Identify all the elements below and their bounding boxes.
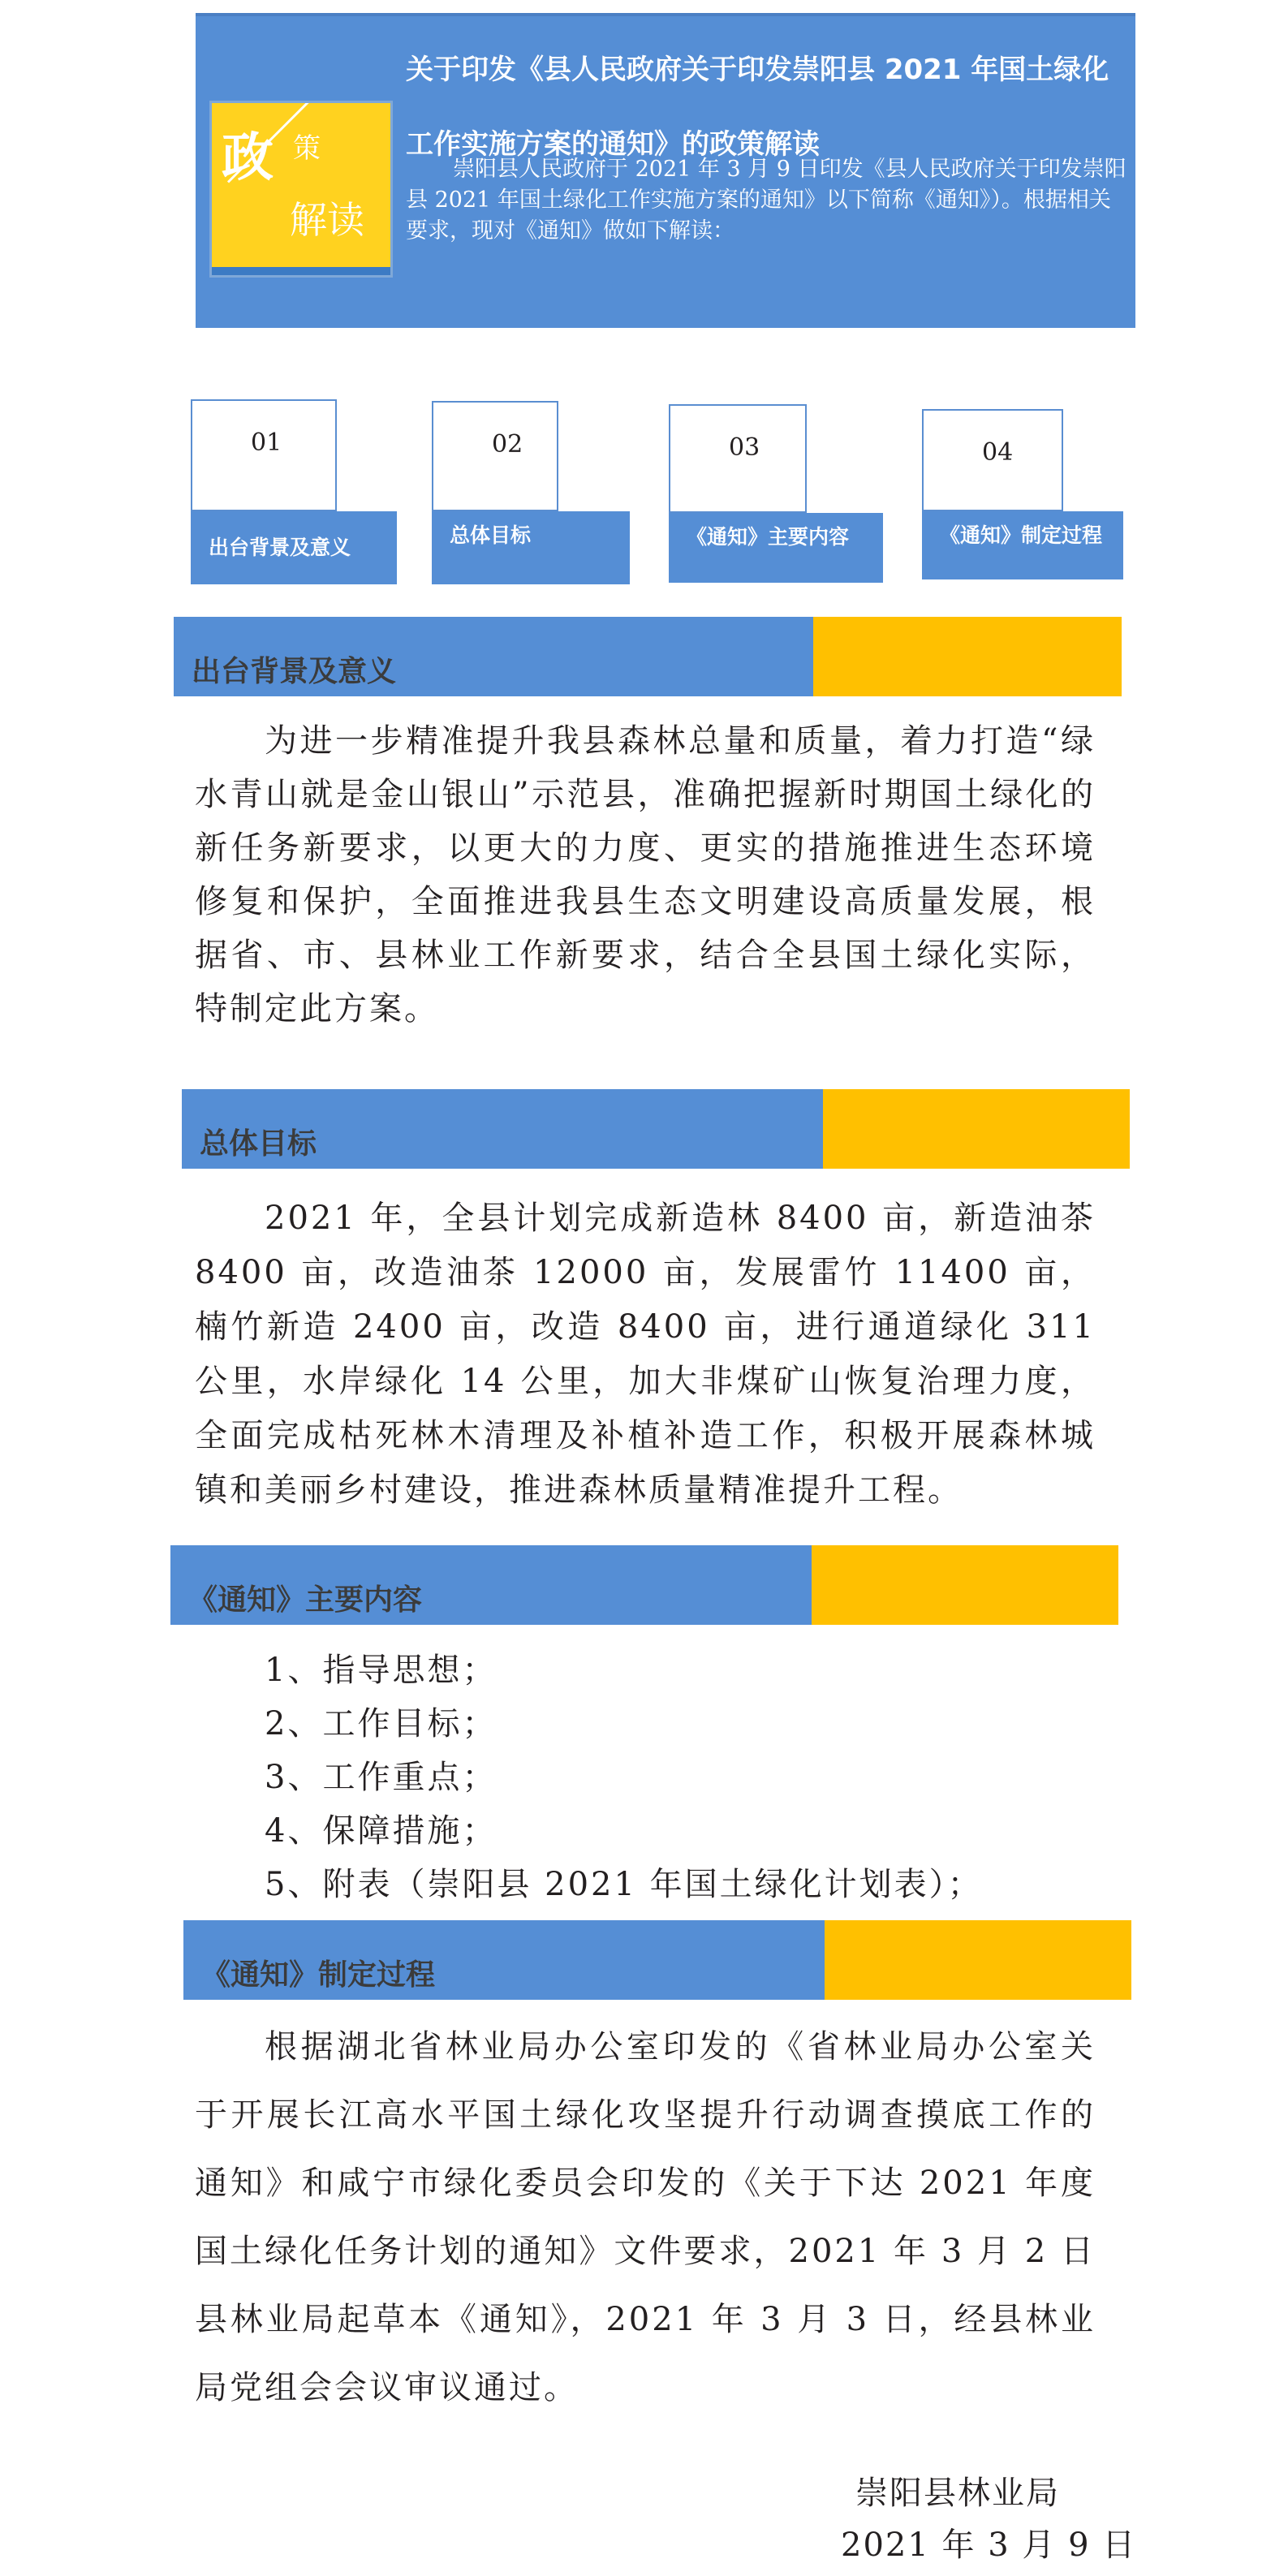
section-background-text: 为进一步精准提升我县森林总量和质量，着力打造“绿水青山就是金山银山”示范县，准确把握新时期国土绿化的新任务新要求，以更大的力度、更实的措施推进生态环境修复和保护，全面推进我县生态文明建设高质量发展，根据省、市、县林业工作新要求，结合全县国土绿化实际，特制定此方案。	[195, 722, 1096, 1027]
section-title-background: 出台背景及意义	[192, 655, 397, 688]
list-item: 2、工作目标；	[265, 1705, 498, 1742]
logo-char-small: 策	[293, 132, 321, 165]
section-header-gold	[813, 617, 1122, 696]
section-header-background	[174, 617, 1122, 696]
nav-number-box-3[interactable]	[669, 404, 807, 513]
nav-item-process[interactable]: 《通知》制定过程	[922, 511, 1123, 579]
section-header-gold	[823, 1089, 1130, 1169]
section-header-main-content	[170, 1545, 1118, 1625]
list-item: 3、工作重点；	[265, 1759, 498, 1796]
section-title-main-content: 《通知》主要内容	[188, 1583, 423, 1617]
signature-org: 崇阳县林业局	[855, 2475, 1060, 2512]
nav-number-box-2[interactable]	[432, 401, 558, 511]
section-goals-text: 2021 年，全县计划完成新造林 8400 亩，新造油茶 8400 亩，改造油茶 12000 亩，发展雷竹 11400 亩，楠竹新造 2400 亩，改造 8400 亩，进行通道绿化 311 公里，水岸绿化 14 公里，加大非煤矿山恢复治理力度，全面完成枯死林木清理及补植补造工作，积极开展森林城镇和美丽乡村建设，推进森林质量精准提升工程。	[195, 1200, 1096, 1509]
list-item: 4、保障措施；	[265, 1812, 498, 1850]
nav-item-background[interactable]: 出台背景及意义	[191, 511, 397, 584]
section-header-process	[183, 1920, 1131, 2000]
section-header-gold	[812, 1545, 1118, 1625]
logo-chars-bottom: 解读	[290, 198, 364, 242]
policy-interpretation-logo	[209, 101, 393, 278]
nav-number-1: 01	[251, 429, 282, 457]
nav-number-box-4[interactable]	[922, 409, 1063, 511]
nav-item-main-content[interactable]: 《通知》主要内容	[669, 513, 883, 583]
signature-date: 2021 年 3 月 9 日	[841, 2526, 1137, 2564]
section-process-text: 根据湖北省林业局办公室印发的《省林业局办公室关于开展长江高水平国土绿化攻坚提升行动调查摸底工作的通知》和咸宁市绿化委员会印发的《关于下达 2021 年度国土绿化任务计划的通知》文件要求，2021 年 3 月 2 日县林业局起草本《通知》，2021 年 3 月 3 日，经县林业局党组会会议审议通过。	[195, 2028, 1096, 2406]
intro-paragraph: 崇阳县人民政府于 2021 年 3 月 9 日印发《县人民政府关于印发崇阳县 2021 年国土绿化工作实施方案的通知》以下简称《通知》）。根据相关要求，现对《通知》做如下解读：	[406, 157, 1126, 243]
section-header-gold	[825, 1920, 1131, 2000]
nav-number-2: 02	[492, 430, 523, 459]
nav-item-goals[interactable]: 总体目标	[432, 511, 630, 584]
nav-number-4: 04	[982, 438, 1014, 467]
list-item: 5、附表（崇阳县 2021 年国土绿化计划表）；	[265, 1866, 983, 1903]
page-title: 关于印发《县人民政府关于印发崇阳县 2021 年国土绿化工作实施方案的通知》的政策解读	[406, 54, 1109, 161]
section-title-process: 《通知》制定过程	[201, 1958, 436, 1992]
section-header-goals	[182, 1089, 1130, 1169]
list-item: 1、指导思想；	[265, 1652, 498, 1689]
logo-char-big: 政	[222, 128, 274, 188]
nav-number-box-1[interactable]	[191, 399, 337, 511]
section-title-goals: 总体目标	[200, 1127, 317, 1161]
logo-bottom-bar	[212, 267, 390, 275]
nav-number-3: 03	[729, 433, 760, 462]
